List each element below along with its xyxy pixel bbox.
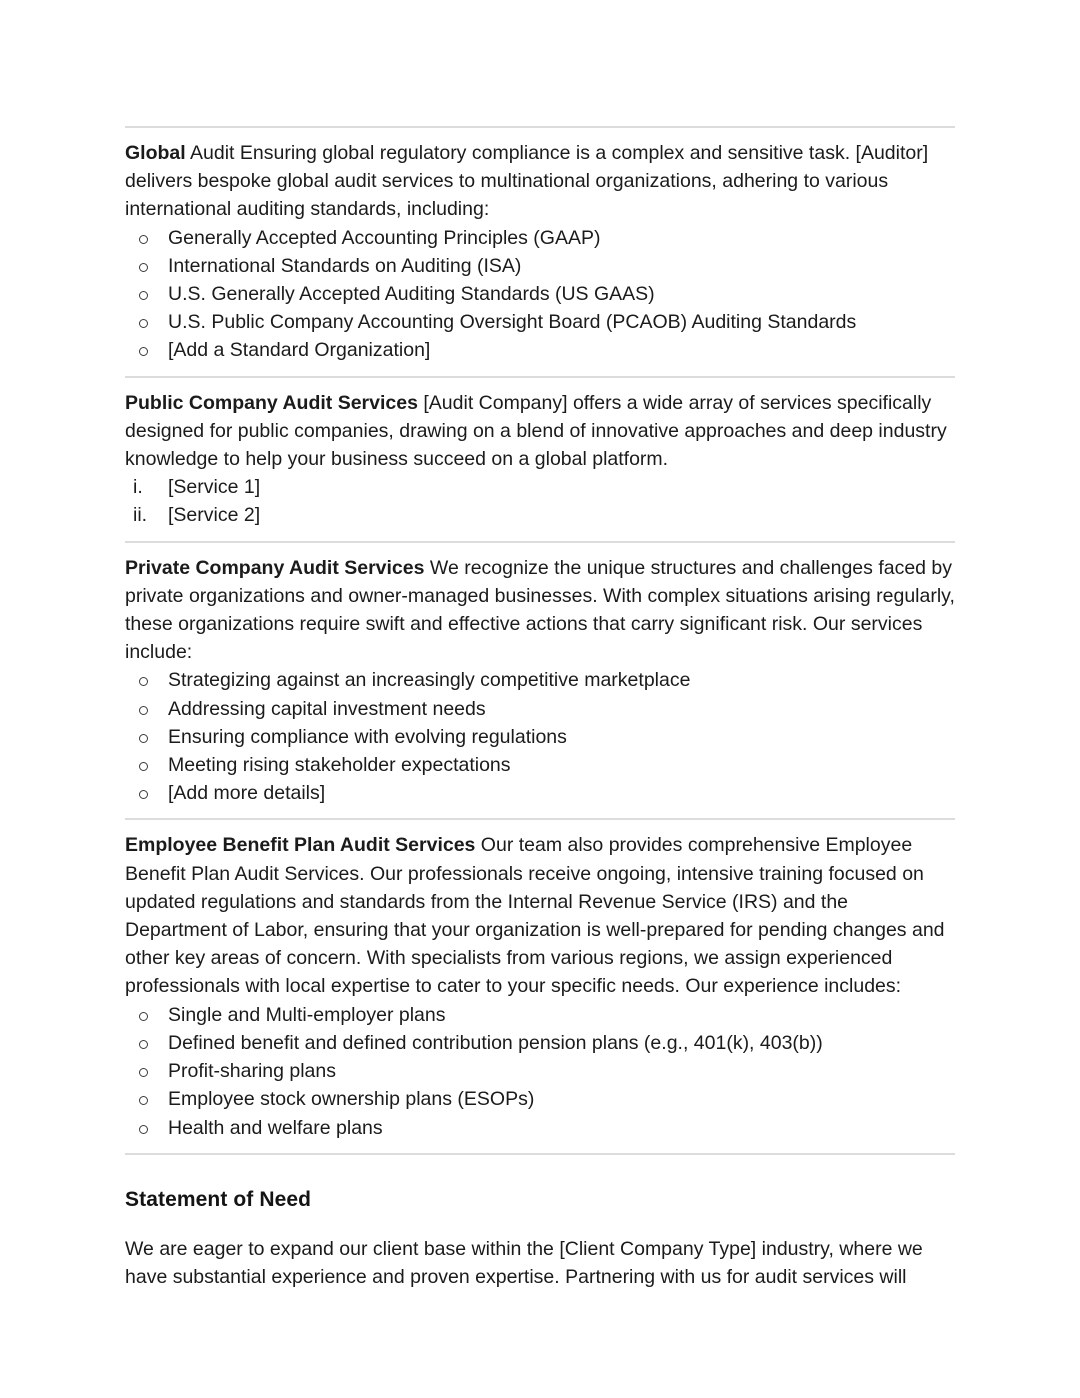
list-item: U.S. Generally Accepted Auditing Standards (US GAAS) bbox=[125, 280, 955, 308]
list-item-label: [Service 2] bbox=[168, 504, 261, 527]
list-item: Strategizing against an increasingly competitive marketplace bbox=[125, 666, 955, 694]
body-text-private-company: We recognize the unique structures and challenges faced by private organizations and owner-managed businesses. With complex situations arising regularly, these organizations require swift and effective actions that carry significant risk. Our services include: bbox=[125, 556, 955, 664]
paragraph-statement-of-need: We are eager to expand our client base within the [Client Company Type] industry, where we have substantial experience and proven expertise. Partnering with us for audit services will bbox=[125, 1237, 923, 1288]
list-item: U.S. Public Company Accounting Oversight Board (PCAOB) Auditing Standards bbox=[125, 308, 955, 336]
list-public-company-services bbox=[125, 473, 955, 529]
list-item: Ensuring compliance with evolving regulations bbox=[125, 723, 955, 751]
paragraph-employee-benefit-plan bbox=[125, 831, 955, 1000]
body-text-employee-benefit-plan: Our team also provides comprehensive Employee Benefit Plan Audit Services. Our professionals receive ongoing, intensive training focused on updated regulations and standards from the Internal Revenue Service (IRS) and the Department of Labor, ensuring that your organization is well-prepared for pending changes and other key areas of concern. With specialists from various regions, we assign experienced professionals with local expertise to cater to your specific needs. Our experience includes: bbox=[125, 834, 945, 998]
list-global-audit-standards bbox=[125, 224, 955, 365]
body-text-public-company: [Audit Company] offers a wide array of services specifically designed for public companies, drawing on a blend of innovative approaches and deep industry knowledge to help your business succeed on a global platform. bbox=[125, 391, 947, 471]
lead-in-private-company: Private Company Audit Services bbox=[125, 556, 425, 579]
page-title-statement-of-need: Statement of Need bbox=[125, 1187, 312, 1211]
lead-in-employee-benefit-plan: Employee Benefit Plan Audit Services bbox=[125, 834, 476, 857]
list-marker: ii. bbox=[133, 504, 148, 527]
list-item bbox=[125, 473, 955, 501]
list-item-label: [Service 1] bbox=[168, 476, 261, 499]
section-global-audit bbox=[125, 128, 955, 376]
document-content bbox=[125, 126, 955, 1291]
body-text-global-audit: Audit Ensuring global regulatory compliance is a complex and sensitive task. [Auditor] delivers bespoke global audit services to multinational organizations, adhering to various international auditing standards, including: bbox=[125, 142, 929, 221]
list-item: Addressing capital investment needs bbox=[125, 695, 955, 723]
list-marker: i. bbox=[133, 476, 143, 499]
list-item: Employee stock ownership plans (ESOPs) bbox=[125, 1085, 955, 1113]
lead-in-public-company: Public Company Audit Services bbox=[125, 391, 418, 414]
list-item: International Standards on Auditing (ISA) bbox=[125, 252, 955, 280]
list-item: [Add a Standard Organization] bbox=[125, 336, 955, 364]
section-statement-of-need bbox=[125, 1155, 955, 1291]
list-item: [Add more details] bbox=[125, 779, 955, 807]
paragraph-public-company bbox=[125, 389, 955, 474]
list-private-company-services bbox=[125, 666, 955, 807]
list-employee-benefit-plan-experience bbox=[125, 1001, 955, 1142]
list-item: Health and welfare plans bbox=[125, 1114, 955, 1142]
list-item: Profit-sharing plans bbox=[125, 1057, 955, 1085]
list-item: Single and Multi-employer plans bbox=[125, 1001, 955, 1029]
list-item: Defined benefit and defined contribution pension plans (e.g., 401(k), 403(b)) bbox=[125, 1029, 955, 1057]
heading-spacer bbox=[125, 1215, 955, 1235]
lead-in-global-audit: Global bbox=[125, 142, 186, 164]
list-item: Meeting rising stakeholder expectations bbox=[125, 751, 955, 779]
paragraph-global-audit bbox=[125, 139, 955, 224]
section-employee-benefit-plan-audit-services bbox=[125, 820, 955, 1152]
section-public-company-audit-services bbox=[125, 378, 955, 541]
paragraph-private-company bbox=[125, 554, 955, 667]
section-private-company-audit-services bbox=[125, 543, 955, 819]
list-item bbox=[125, 501, 955, 529]
list-item: Generally Accepted Accounting Principles (GAAP) bbox=[125, 224, 955, 252]
